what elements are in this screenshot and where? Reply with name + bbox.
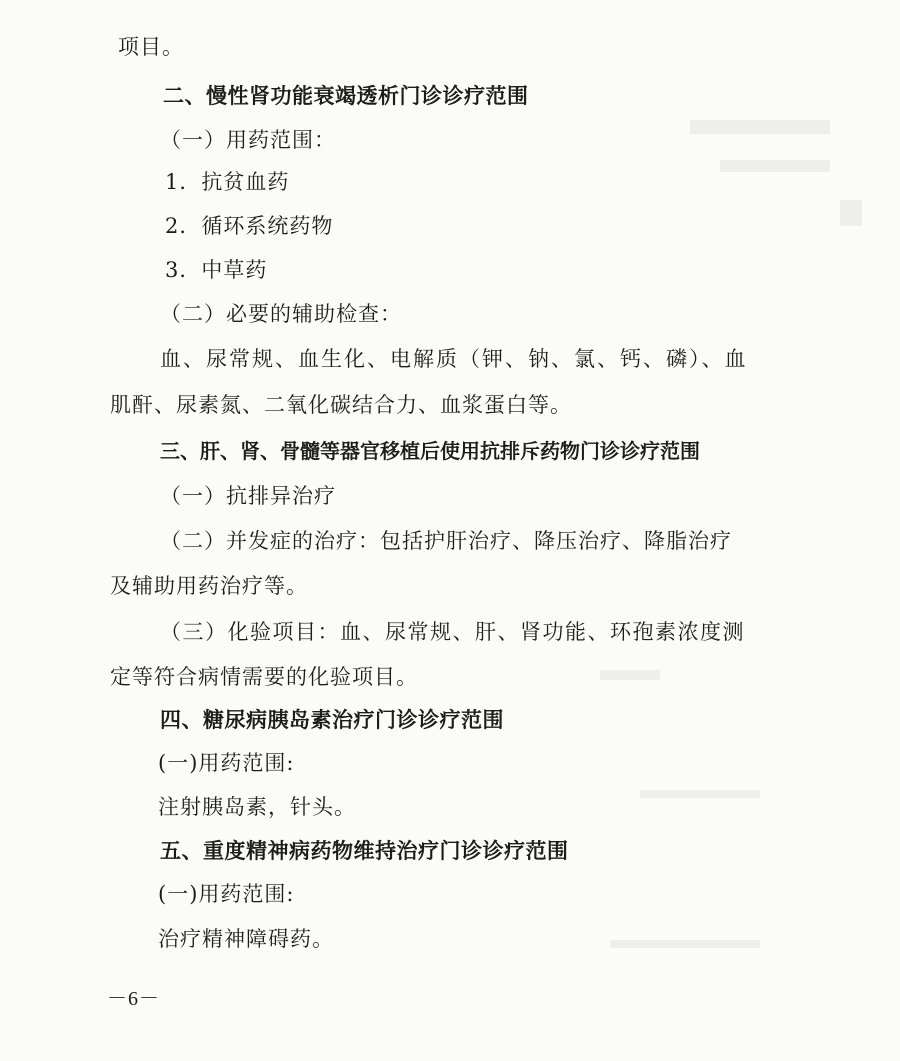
list-item: 3．中草药 [165,258,268,282]
section-heading-3: 三、肝、肾、骨髓等器官移植后使用抗排斥药物门诊诊疗范围 [160,439,700,463]
subsection-heading: （一）用药范围： [160,128,336,152]
page-number: －6－ [107,988,160,1010]
bleed-through-mark [600,670,660,680]
body-text-line: 及辅助用药治疗等。 [110,574,308,598]
body-text-line: （二）并发症的治疗：包括护肝治疗、降压治疗、降脂治疗 [160,529,732,553]
body-text-line: 肌酐、尿素氮、二氧化碳结合力、血浆蛋白等。 [110,393,572,417]
body-text-line: 项目。 [118,35,184,59]
section-heading-2: 二、慢性肾功能衰竭透析门诊诊疗范围 [163,84,529,108]
subsection-heading: （二）必要的辅助检查： [160,302,402,326]
body-text-line: 定等符合病情需要的化验项目。 [110,665,418,689]
body-text-line: 血、尿常规、血生化、电解质（钾、钠、氯、钙、磷）、血 [160,347,748,371]
body-text-line: 治疗精神障碍药。 [158,927,334,951]
subsection-heading: (一)用药范围: [158,882,295,906]
subsection-heading: (一)用药范围: [158,751,295,775]
section-heading-4: 四、糖尿病胰岛素治疗门诊诊疗范围 [160,708,504,732]
body-text-line: （三）化验项目：血、尿常规、肝、肾功能、环孢素浓度测 [160,620,745,644]
section-heading-5: 五、重度精神病药物维持治疗门诊诊疗范围 [160,839,569,863]
bleed-through-mark [610,940,760,948]
body-text-line: 注射胰岛素，针头。 [158,795,356,819]
subsection-heading: （一）抗排异治疗 [160,484,336,508]
bleed-through-mark [840,200,862,226]
bleed-through-mark [690,120,830,134]
list-item: 1．抗贫血药 [165,170,290,194]
list-item: 2．循环系统药物 [165,214,334,238]
bleed-through-mark [720,160,830,172]
bleed-through-mark [640,790,760,798]
